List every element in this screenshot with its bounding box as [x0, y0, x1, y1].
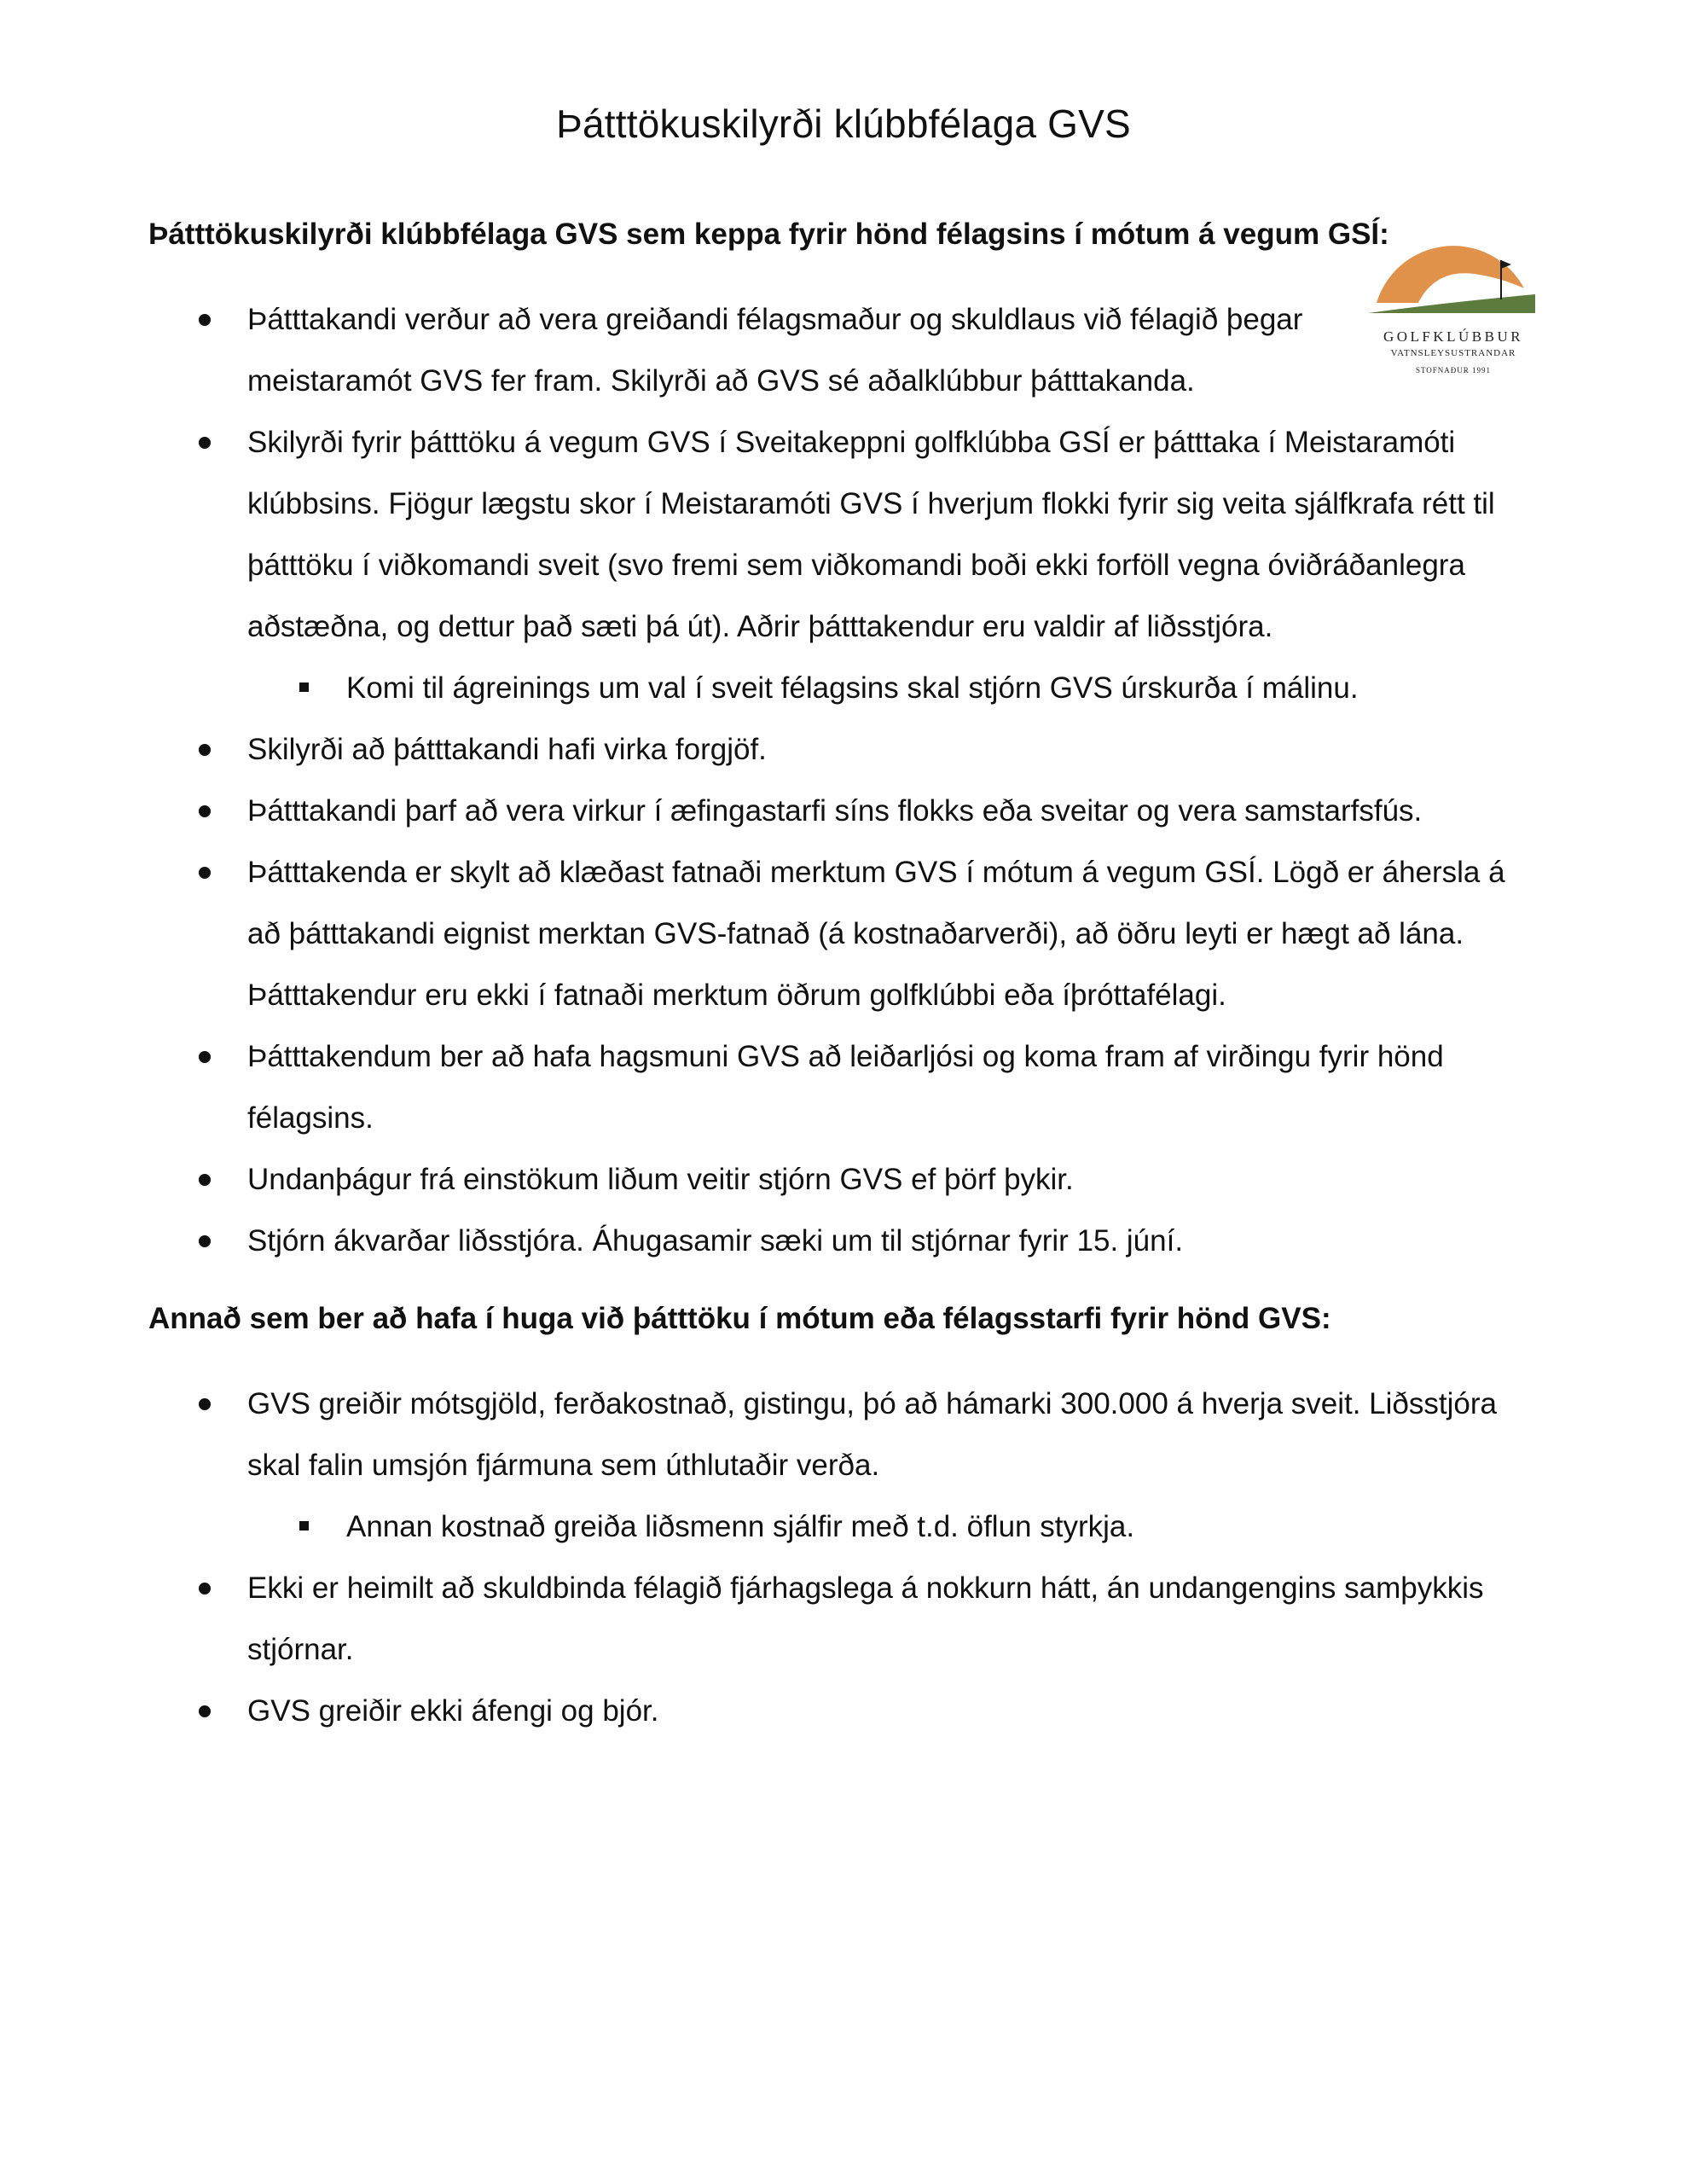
list-item-line	[0, 1374, 1497, 1435]
bullet-icon	[199, 437, 211, 449]
list-item-text: skal falin umsjón fjármuna sem úthlutaðir verða.	[247, 1449, 880, 1482]
list-item-text: meistaramót GVS fer fram. Skilyrði að GVS sé aðalklúbbur þátttakanda.	[247, 364, 1195, 398]
list-item-text: Skilyrði fyrir þátttöku á vegum GVS í Sveitakeppni golfklúbba GSÍ er þátttaka í Meistaramóti	[247, 426, 1456, 459]
list-item-line	[0, 1211, 1505, 1272]
bullet-icon	[199, 1583, 211, 1594]
list-item-line	[0, 719, 1505, 781]
sub-list-item-text: Komi til ágreinings um val í sveit félagsins skal stjórn GVS úrskurða í málinu.	[346, 671, 1359, 705]
list-item-line	[0, 535, 1505, 596]
bullet-icon	[199, 805, 211, 817]
list-item-line	[0, 289, 1505, 351]
list-item-line	[0, 1149, 1505, 1211]
bullet-icon	[199, 1174, 211, 1186]
list-item-text: að þátttakandi eignist merktan GVS-fatnað (á kostnaðarverði), að öðru leyti er hægt að lána.	[247, 917, 1464, 950]
bullet-icon	[199, 744, 211, 756]
square-bullet-icon	[299, 1521, 309, 1531]
list-item-text: Undanþágur frá einstökum liðum veitir stjórn GVS ef þörf þykir.	[247, 1163, 1074, 1196]
logo-club-name: GOLFKLÚBBUR	[1383, 328, 1524, 345]
list-item-text: þátttöku í viðkomandi sveit (svo fremi sem viðkomandi boði ekki forföll vegna óviðráðanlegra	[247, 549, 1465, 582]
bullet-icon	[199, 1235, 211, 1247]
list-item-line	[0, 1026, 1505, 1088]
list-item-text: klúbbsins. Fjögur lægstu skor í Meistaramóti GVS í hverjum flokki fyrir sig veita sjálfkrafa rétt til	[247, 487, 1495, 520]
bullet-icon	[199, 314, 211, 326]
list-item-line	[0, 781, 1505, 842]
sub-list-item	[0, 1496, 1497, 1558]
list-item-text: Þátttakandi þarf að vera virkur í æfingastarfi síns flokks eða sveitar og vera samstarfsfús.	[247, 794, 1423, 828]
section1-heading: Þátttökuskilyrði klúbbfélaga GVS sem keppa fyrir hönd félagsins í mótum á vegum GSÍ:	[148, 218, 1389, 251]
list-item-text: Ekki er heimilt að skuldbinda félagið fjárhagslega á nokkurn hátt, án undangengins samþykkis	[247, 1571, 1484, 1605]
list-item-line	[0, 1558, 1497, 1619]
list-item-text: GVS greiðir ekki áfengi og bjór.	[247, 1694, 659, 1728]
list-item-text: Skilyrði að þátttakandi hafi virka forgjöf.	[247, 733, 767, 766]
sub-list-item-text: Annan kostnað greiða liðsmenn sjálfir með t.d. öflun styrkja.	[346, 1510, 1135, 1543]
list-item-line	[0, 965, 1505, 1026]
list-item-line	[0, 1088, 1505, 1149]
square-bullet-icon	[299, 682, 309, 692]
section1-list	[0, 289, 1505, 1272]
logo-place-name: VATNSLEYSUSTRANDAR	[1390, 348, 1516, 358]
list-item-text: félagsins.	[247, 1101, 374, 1135]
list-item-text: aðstæðna, og dettur það sæti þá út). Aðrir þátttakendur eru valdir af liðsstjóra.	[247, 610, 1273, 643]
list-item-line	[0, 903, 1505, 965]
list-item-line	[0, 1681, 1497, 1742]
sub-list-item	[0, 658, 1505, 719]
logo-founded: STOFNAÐUR 1991	[1415, 366, 1492, 375]
list-item-line	[0, 596, 1505, 658]
list-item-line	[0, 473, 1505, 535]
list-item-text: Þátttakenda er skylt að klæðast fatnaði merktum GVS í mótum á vegum GSÍ. Lögð er áhersla á	[247, 856, 1505, 889]
list-item-line	[0, 351, 1505, 412]
list-item-text: stjórnar.	[247, 1633, 354, 1666]
list-item-line	[0, 1435, 1497, 1496]
bullet-icon	[199, 1051, 211, 1063]
list-item-text: Þátttakandi verður að vera greiðandi félagsmaður og skuldlaus við félagið þegar	[247, 303, 1303, 336]
document-title: Þátttökuskilyrði klúbbfélaga GVS	[556, 102, 1131, 146]
list-item-line	[0, 1619, 1497, 1681]
list-item-line	[0, 842, 1505, 903]
list-item-text: Þátttakendur eru ekki í fatnaði merktum öðrum golfklúbbi eða íþróttafélagi.	[247, 979, 1226, 1012]
list-item-text: GVS greiðir mótsgjöld, ferðakostnað, gistingu, þó að hámarki 300.000 á hverja sveit. Liðsstjóra	[247, 1387, 1497, 1420]
bullet-icon	[199, 1398, 211, 1410]
list-item-text: Þátttakendum ber að hafa hagsmuni GVS að leiðarljósi og koma fram af virðingu fyrir hönd	[247, 1040, 1444, 1073]
bullet-icon	[199, 867, 211, 879]
section2-heading: Annað sem ber að hafa í huga við þátttöku í mótum eða félagsstarfi fyrir hönd GVS:	[148, 1302, 1331, 1335]
list-item-line	[0, 412, 1505, 473]
section2-list	[0, 1374, 1497, 1742]
bullet-icon	[199, 1705, 211, 1717]
list-item-text: Stjórn ákvarðar liðsstjóra. Áhugasamir sæki um til stjórnar fyrir 15. júní.	[247, 1224, 1184, 1258]
